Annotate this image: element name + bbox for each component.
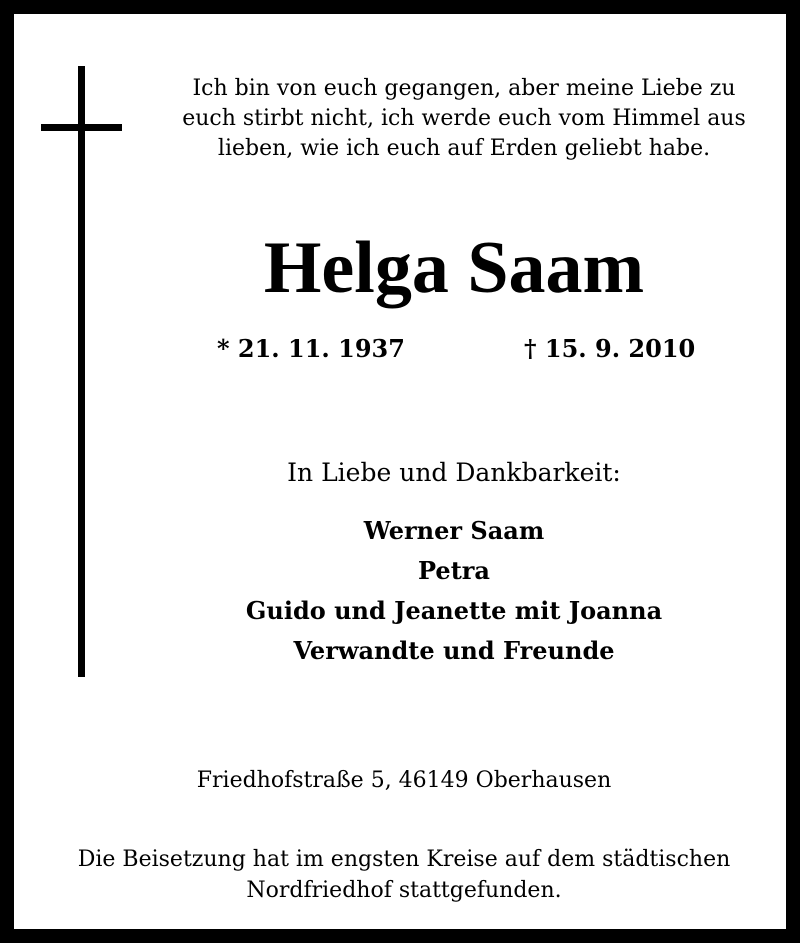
deceased-name: Helga Saam — [263, 227, 645, 309]
address: Friedhofstraße 5, 46149 Oberhausen — [196, 768, 612, 793]
verse-line: lieben, wie ich euch auf Erden geliebt habe. — [217, 136, 711, 161]
memorial-verse — [164, 74, 764, 164]
mourner-name: Werner Saam — [363, 516, 545, 545]
mourner-name: Petra — [418, 556, 490, 585]
mourner-name: Verwandte und Freunde — [293, 636, 615, 665]
verse-line: euch stirbt nicht, ich werde euch vom Himmel aus — [182, 106, 746, 131]
dedication-line: In Liebe und Dankbarkeit: — [287, 458, 621, 487]
cross-horizontal-bar — [41, 124, 122, 131]
verse-line: Ich bin von euch gegangen, aber meine Liebe zu — [192, 76, 736, 101]
death-date: † 15. 9. 2010 — [524, 334, 696, 363]
burial-notice — [34, 844, 774, 906]
mourner-name: Guido und Jeanette mit Joanna — [245, 596, 663, 625]
notice-line: Die Beisetzung hat im engsten Kreise auf dem städtischen — [77, 847, 731, 872]
mourners-list — [154, 511, 754, 671]
birth-date: * 21. 11. 1937 — [217, 334, 405, 363]
cross-vertical-bar — [78, 66, 85, 677]
notice-line: Nordfriedhof stattgefunden. — [246, 878, 562, 903]
